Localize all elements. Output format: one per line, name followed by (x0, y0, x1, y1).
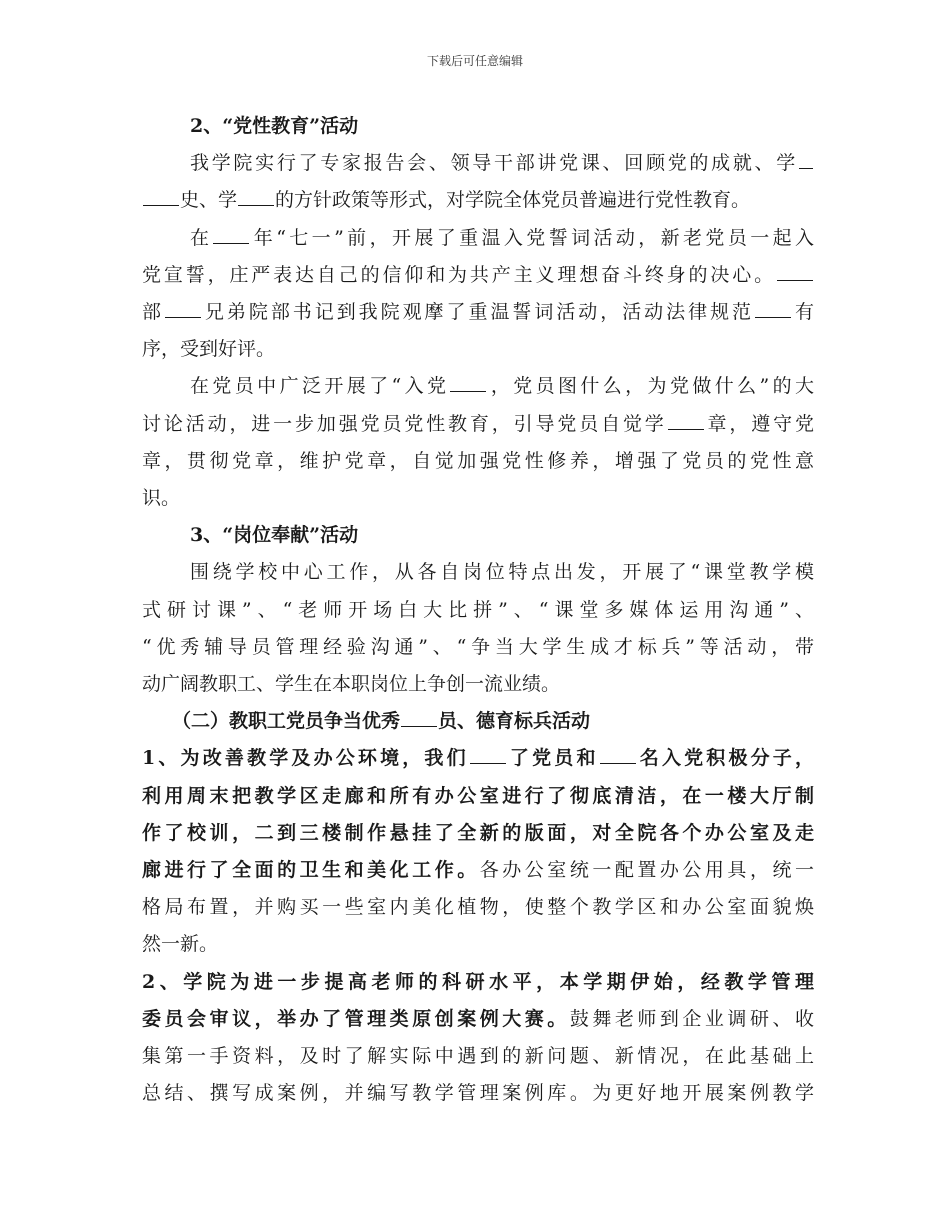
text-run: 围绕学校中心工作，从各自岗位特点出发，开展了“课堂教学模 (190, 561, 814, 584)
fill-in-blank (165, 316, 201, 318)
text-run: 式研讨课”、“老师开场白大比拼”、“课堂多媒体运用沟通”、 (142, 598, 814, 621)
text-line (142, 926, 218, 963)
text-run: （二）教职工党员争当优秀 (172, 710, 401, 733)
text-run: 在 (190, 226, 213, 249)
page-header: 下载后可任意编辑 (426, 54, 523, 68)
fill-in-blank (668, 428, 704, 430)
text-run: 序，受到好评。 (142, 338, 276, 361)
text-line (142, 666, 560, 703)
text-run: 章，贯彻党章，维护党章，自觉加强党性修养，增强了党员的党性意 (142, 449, 814, 472)
fill-in-blank (600, 762, 636, 764)
text-line (142, 1001, 814, 1038)
text-line (142, 182, 750, 219)
text-run: 的方针政策等形式，对学院全体党员普遍进行党性教育。 (275, 189, 751, 212)
fill-in-blank (799, 167, 813, 169)
fill-in-blank (470, 762, 506, 764)
text-line (142, 554, 814, 591)
text-line (142, 331, 275, 368)
text-run: 2、学院为进一步提高老师的科研水平，本学期伊始，经教学管理 (142, 970, 814, 993)
text-line (142, 852, 814, 889)
fill-in-blank (238, 204, 274, 206)
fill-in-blank (401, 725, 437, 727)
fill-in-blank (755, 316, 791, 318)
text-run: 讨论活动，进一步加强党员党性教育，引导党员自觉学 (142, 412, 667, 435)
text-run: 委员会审议，举办了管理类原创案例大赛。 (142, 1007, 570, 1030)
fill-in-blank (213, 242, 249, 244)
text-run: 章，遵守党 (704, 412, 814, 435)
text-line (142, 778, 814, 815)
text-run: 利用周末把教学区走廊和所有办公室进行了彻底清洁，在一楼大厅制 (142, 784, 814, 807)
text-run: 格局布置，并购买一些室内美化植物，使整个教学区和办公室面貌焕 (142, 896, 814, 919)
text-line (142, 294, 814, 331)
text-run: 3、“岗位奉献”活动 (190, 524, 359, 547)
text-line (142, 517, 358, 554)
text-line (142, 406, 814, 443)
text-line (142, 629, 814, 666)
text-run: 2、“党性教育”活动 (190, 115, 359, 137)
text-run: ，党员图什么，为党做什么”的大 (487, 375, 815, 398)
text-run: 部 (142, 301, 164, 323)
text-run: 有 (792, 301, 814, 323)
text-line (142, 740, 814, 777)
text-run: 各办公室统一配置办公用具，统一 (479, 859, 814, 881)
text-run: 兄弟院部书记到我院观摩了重温誓词活动，活动法律规范 (201, 301, 754, 323)
text-line (142, 592, 814, 629)
text-line (142, 964, 814, 1001)
text-line (142, 108, 358, 145)
text-run: 年“七一”前，开展了重温入党誓词活动，新老党员一起入 (250, 226, 814, 249)
text-run: “优秀辅导员管理经验沟通”、“争当大学生成才标兵”等活动，带 (142, 635, 814, 658)
text-line (142, 1075, 814, 1112)
text-run: 党宣誓，庄严表达自己的信仰和为共产主义理想奋斗终身的决心。 (142, 263, 776, 286)
text-run: 鼓舞老师到企业调研、收 (569, 1007, 814, 1030)
text-run: 名入党积极分子， (636, 747, 814, 770)
text-run: 我学院实行了专家报告会、领导干部讲党课、回顾党的成就、学 (190, 152, 798, 175)
text-line (142, 220, 814, 257)
fill-in-blank (450, 390, 486, 392)
text-run: 识。 (142, 487, 181, 509)
text-line (142, 145, 814, 182)
text-run: 作了校训，二到三楼制作悬挂了全新的版面，对全院各个办公室及走 (142, 821, 814, 844)
fill-in-blank (777, 279, 813, 281)
text-run: 然一新。 (142, 933, 219, 956)
text-run: 员、德育标兵活动 (438, 710, 591, 733)
text-run: 集第一手资料，及时了解实际中遇到的新问题、新情况，在此基础上 (142, 1045, 814, 1067)
text-line (142, 443, 814, 480)
text-run: 1、为改善教学及办公环境，我们 (142, 747, 469, 770)
text-run: 在党员中广泛开展了“入党 (190, 375, 450, 398)
text-line (142, 480, 180, 517)
text-run: 动广阔教职工、学生在本职岗位上争创一流业绩。 (142, 673, 561, 695)
text-line (142, 257, 814, 294)
text-line (142, 368, 814, 405)
text-line (142, 1038, 814, 1075)
text-run: 了党员和 (506, 747, 599, 770)
text-line (142, 815, 814, 852)
text-run: 史、学 (180, 189, 238, 212)
fill-in-blank (143, 204, 179, 206)
text-line (142, 703, 590, 740)
text-run: 总结、撰写成案例，并编写教学管理案例库。为更好地开展案例教学 (142, 1082, 814, 1105)
text-line (142, 889, 814, 926)
text-run: 廊进行了全面的卫生和美化工作。 (142, 859, 480, 881)
